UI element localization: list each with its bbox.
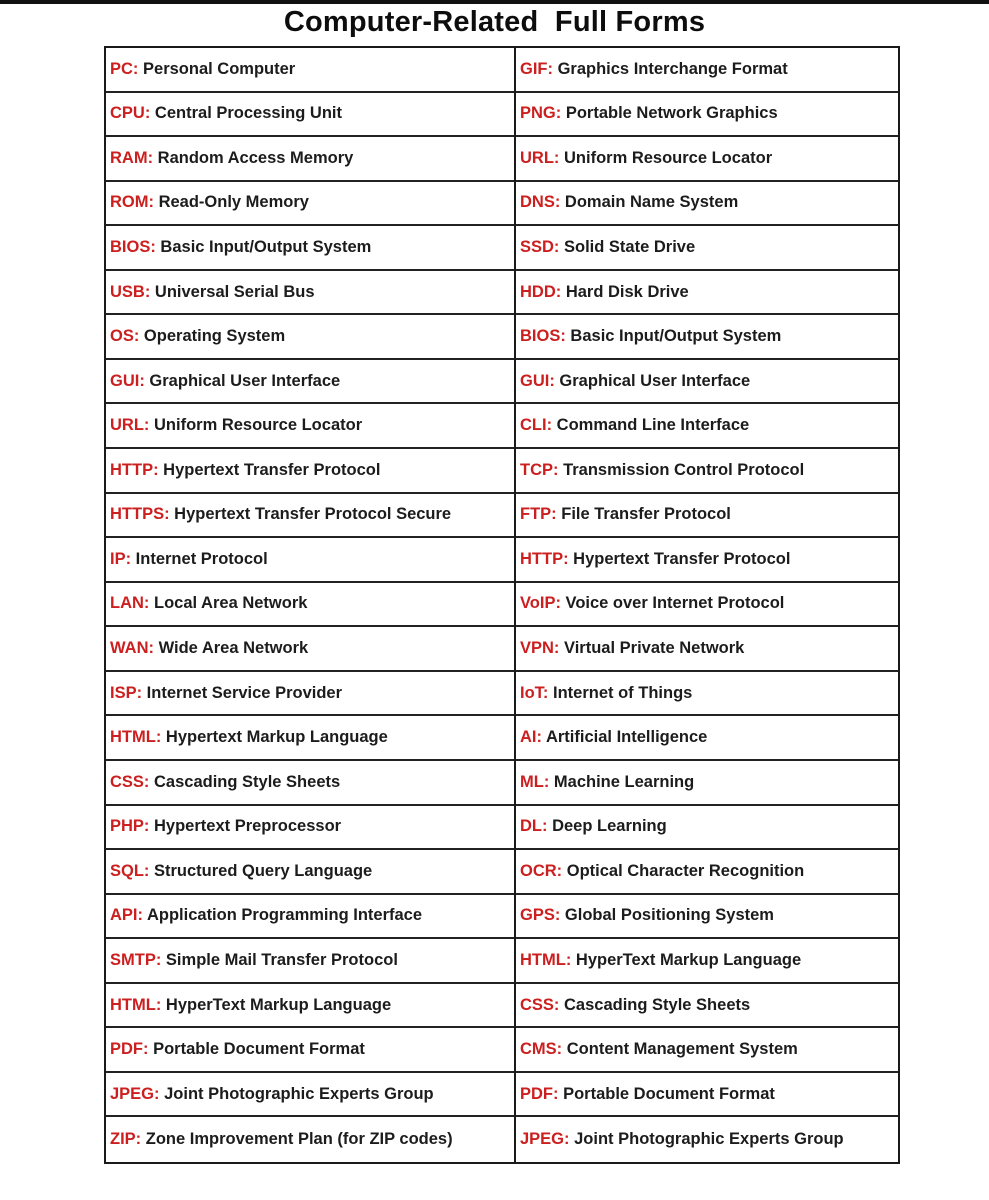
full-form: Basic Input/Output System (565, 327, 782, 346)
full-form: Cascading Style Sheets (149, 772, 341, 791)
full-form: Optical Character Recognition (562, 861, 805, 880)
full-form: Simple Mail Transfer Protocol (161, 950, 398, 969)
full-form: Command Line Interface (552, 416, 750, 435)
abbreviation: GUI: (520, 371, 555, 390)
full-form: Internet of Things (548, 683, 693, 702)
full-form: Artificial Intelligence (542, 728, 708, 747)
table-cell (516, 761, 898, 806)
table-cell (516, 404, 898, 449)
table-cell (106, 494, 514, 539)
full-form: Virtual Private Network (559, 639, 745, 658)
abbreviation: HTTPS: (110, 505, 170, 524)
full-form: Hypertext Transfer Protocol (158, 460, 381, 479)
table-cell (516, 984, 898, 1029)
page-title: Computer-Related Full Forms (283, 6, 706, 38)
full-form: Hypertext Preprocessor (149, 817, 342, 836)
table-cell (516, 360, 898, 405)
table-cell (516, 939, 898, 984)
full-form: Portable Document Format (148, 1040, 365, 1059)
table-cell (106, 538, 514, 583)
table-cell (106, 895, 514, 940)
abbreviation: PC: (110, 59, 139, 78)
table-cell (106, 1073, 514, 1118)
abbreviation: FTP: (520, 505, 557, 524)
table-cell (106, 137, 514, 182)
abbreviation: WAN: (110, 639, 154, 658)
table-cell (106, 627, 514, 672)
abbreviation: VoIP: (520, 594, 561, 613)
table-cell (516, 226, 898, 271)
table-cell (106, 182, 514, 227)
full-form: Graphics Interchange Format (553, 59, 788, 78)
full-form: Random Access Memory (153, 148, 354, 167)
full-form: Hypertext Transfer Protocol (568, 549, 791, 568)
abbreviation: HTML: (110, 995, 162, 1014)
full-form: Uniform Resource Locator (559, 148, 773, 167)
abbreviation: DL: (520, 817, 548, 836)
table-cell (106, 939, 514, 984)
abbreviation: GPS: (520, 906, 561, 925)
full-form: Uniform Resource Locator (149, 416, 363, 435)
abbreviation: ZIP: (110, 1130, 142, 1149)
abbreviation: HDD: (520, 282, 562, 301)
abbreviation: URL: (110, 416, 150, 435)
abbreviation: HTTP: (110, 460, 159, 479)
table-cell (106, 360, 514, 405)
full-form: Read-Only Memory (154, 193, 309, 212)
full-form: Hypertext Markup Language (161, 728, 388, 747)
full-form: Internet Service Provider (142, 683, 343, 702)
table-cell (516, 538, 898, 583)
table-cell (106, 806, 514, 851)
table-cell (106, 48, 514, 93)
full-form: Zone Improvement Plan (for ZIP codes) (141, 1130, 453, 1149)
abbreviation: SMTP: (110, 950, 162, 969)
abbreviation: PDF: (520, 1084, 559, 1103)
full-form: Solid State Drive (559, 238, 696, 257)
full-form: Portable Document Format (558, 1084, 775, 1103)
full-form: Joint Photographic Experts Group (569, 1130, 844, 1149)
abbreviation: AI: (520, 728, 542, 747)
abbreviation: USB: (110, 282, 151, 301)
full-form: Internet Protocol (131, 549, 268, 568)
abbreviation: PHP: (110, 817, 150, 836)
full-form: Local Area Network (149, 594, 308, 613)
abbreviation: IP: (110, 549, 132, 568)
abbreviation: RAM: (110, 148, 154, 167)
table-cell (106, 404, 514, 449)
table-cell (106, 850, 514, 895)
table-cell (516, 583, 898, 628)
full-form: Graphical User Interface (144, 371, 341, 390)
table-cell (516, 93, 898, 138)
full-form: Content Management System (562, 1040, 798, 1059)
full-form: Joint Photographic Experts Group (159, 1084, 434, 1103)
abbreviation: BIOS: (110, 238, 156, 257)
abbreviation: PNG: (520, 104, 562, 123)
table-cell (106, 93, 514, 138)
full-form: Central Processing Unit (150, 104, 342, 123)
table-cell (106, 449, 514, 494)
table-cell (516, 494, 898, 539)
full-form: HyperText Markup Language (161, 995, 392, 1014)
abbreviation: HTTP: (520, 549, 569, 568)
abbreviation: CPU: (110, 104, 151, 123)
full-form: Hard Disk Drive (561, 282, 689, 301)
table-cell (106, 315, 514, 360)
table-cell (106, 716, 514, 761)
table-cell (106, 271, 514, 316)
table-cell (516, 449, 898, 494)
table-cell (106, 984, 514, 1029)
full-form: Portable Network Graphics (561, 104, 778, 123)
full-form: Universal Serial Bus (150, 282, 315, 301)
full-form: Cascading Style Sheets (559, 995, 751, 1014)
abbreviation: CMS: (520, 1040, 563, 1059)
full-forms-table (104, 46, 900, 1164)
table-cell (516, 1028, 898, 1073)
table-cell (516, 1073, 898, 1118)
abbreviation: API: (110, 906, 143, 925)
full-form: Personal Computer (138, 59, 296, 78)
abbreviation: GIF: (520, 59, 553, 78)
table-cell (516, 716, 898, 761)
table-cell (106, 226, 514, 271)
full-form: Graphical User Interface (554, 371, 751, 390)
table-cell (516, 182, 898, 227)
abbreviation: HTML: (520, 950, 572, 969)
full-form: Global Positioning System (560, 906, 774, 925)
full-form: Wide Area Network (154, 639, 309, 658)
full-form: Structured Query Language (149, 861, 373, 880)
abbreviation: PDF: (110, 1040, 149, 1059)
abbreviation: LAN: (110, 594, 150, 613)
table-cell (516, 271, 898, 316)
right-column (516, 48, 898, 1162)
abbreviation: DNS: (520, 193, 561, 212)
abbreviation: IoT: (520, 683, 549, 702)
abbreviation: JPEG: (520, 1130, 570, 1149)
table-cell (516, 806, 898, 851)
table-cell (106, 761, 514, 806)
full-form: Transmission Control Protocol (558, 460, 805, 479)
table-cell (106, 583, 514, 628)
abbreviation: ROM: (110, 193, 154, 212)
full-form: Operating System (139, 327, 286, 346)
table-cell (106, 672, 514, 717)
table-cell (516, 895, 898, 940)
left-column (106, 48, 516, 1162)
table-cell (516, 137, 898, 182)
table-cell (516, 1117, 898, 1162)
abbreviation: OCR: (520, 861, 563, 880)
full-form: Basic Input/Output System (155, 238, 372, 257)
table-cell (516, 48, 898, 93)
table-cell (516, 315, 898, 360)
full-form: HyperText Markup Language (571, 950, 802, 969)
abbreviation: URL: (520, 148, 560, 167)
full-form: Voice over Internet Protocol (560, 594, 785, 613)
full-form: File Transfer Protocol (556, 505, 731, 524)
abbreviation: JPEG: (110, 1084, 160, 1103)
table-cell (516, 627, 898, 672)
full-form: Machine Learning (549, 772, 695, 791)
abbreviation: TCP: (520, 460, 559, 479)
abbreviation: GUI: (110, 371, 145, 390)
abbreviation: HTML: (110, 728, 162, 747)
full-form: Application Programming Interface (143, 906, 423, 925)
full-form: Hypertext Transfer Protocol Secure (169, 505, 452, 524)
abbreviation: CLI: (520, 416, 553, 435)
abbreviation: VPN: (520, 639, 560, 658)
full-form: Domain Name System (560, 193, 739, 212)
abbreviation: ISP: (110, 683, 143, 702)
table-cell (516, 850, 898, 895)
abbreviation: SQL: (110, 861, 150, 880)
table-cell (516, 672, 898, 717)
table-cell (106, 1028, 514, 1073)
abbreviation: SSD: (520, 238, 560, 257)
table-cell (106, 1117, 514, 1162)
abbreviation: CSS: (520, 995, 560, 1014)
abbreviation: ML: (520, 772, 550, 791)
abbreviation: OS: (110, 327, 140, 346)
top-rule (0, 0, 989, 4)
abbreviation: BIOS: (520, 327, 566, 346)
full-form: Deep Learning (547, 817, 667, 836)
abbreviation: CSS: (110, 772, 150, 791)
